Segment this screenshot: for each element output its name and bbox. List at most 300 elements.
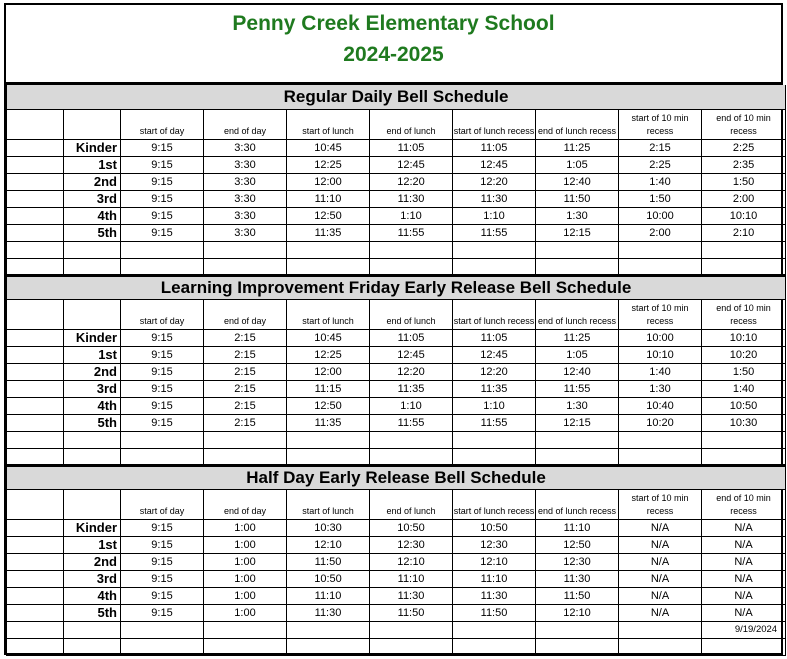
time-cell: 10:10 [702, 207, 786, 224]
empty-cell [619, 258, 702, 275]
empty-cell [287, 638, 370, 655]
time-cell: 11:05 [453, 329, 536, 346]
empty-cell [453, 638, 536, 655]
time-cell: N/A [619, 519, 702, 536]
time-cell: 10:50 [287, 570, 370, 587]
empty-cell [204, 638, 287, 655]
empty-cell [7, 519, 64, 536]
empty-cell [7, 380, 64, 397]
time-cell: 9:15 [121, 519, 204, 536]
empty-cell [64, 621, 121, 638]
section-title: Regular Daily Bell Schedule [7, 85, 786, 109]
time-cell: 11:55 [536, 380, 619, 397]
time-cell: N/A [702, 570, 786, 587]
table-row [7, 519, 786, 536]
time-cell: 2:25 [702, 139, 786, 156]
time-cell: 2:15 [204, 329, 287, 346]
time-cell: 1:10 [370, 207, 453, 224]
column-header: start of day [121, 109, 204, 139]
time-cell: 12:25 [287, 156, 370, 173]
time-cell: N/A [619, 587, 702, 604]
time-cell: 11:35 [370, 380, 453, 397]
column-header: end of lunch [370, 489, 453, 519]
time-cell: 12:10 [370, 553, 453, 570]
empty-cell [536, 621, 619, 638]
time-cell: 10:50 [453, 519, 536, 536]
time-cell: 12:45 [370, 346, 453, 363]
column-header: start of lunch recess [453, 489, 536, 519]
time-cell: 10:50 [702, 397, 786, 414]
time-cell: 11:50 [453, 604, 536, 621]
empty-cell [702, 638, 786, 655]
empty-cell [121, 621, 204, 638]
column-header: start of 10 min recess [619, 109, 702, 139]
empty-cell [453, 431, 536, 448]
time-cell: 12:15 [536, 414, 619, 431]
time-cell: 12:45 [370, 156, 453, 173]
empty-cell [7, 414, 64, 431]
time-cell: 10:10 [619, 346, 702, 363]
time-cell: N/A [619, 553, 702, 570]
grade-header-cell [64, 299, 121, 329]
table-row [7, 224, 786, 241]
time-cell: 12:40 [536, 363, 619, 380]
document-header [6, 5, 781, 85]
grade-label: 4th [64, 587, 121, 604]
time-cell: 12:00 [287, 363, 370, 380]
time-cell: 11:30 [370, 587, 453, 604]
section-title-row [7, 465, 786, 489]
time-cell: 2:15 [204, 397, 287, 414]
empty-cell [204, 241, 287, 258]
table-row [7, 190, 786, 207]
empty-cell [453, 258, 536, 275]
time-cell: 12:50 [287, 397, 370, 414]
time-cell: 3:30 [204, 224, 287, 241]
time-cell: 1:00 [204, 587, 287, 604]
time-cell: 10:10 [702, 329, 786, 346]
time-cell: 1:30 [536, 397, 619, 414]
empty-cell [7, 638, 64, 655]
time-cell: 11:50 [536, 190, 619, 207]
empty-cell [7, 173, 64, 190]
time-cell: N/A [702, 536, 786, 553]
empty-cell [121, 448, 204, 465]
blank-row [7, 448, 786, 465]
empty-cell [536, 258, 619, 275]
bell-schedule-table [6, 85, 786, 656]
time-cell: 2:00 [702, 190, 786, 207]
time-cell: 11:35 [287, 414, 370, 431]
time-cell: 1:50 [619, 190, 702, 207]
time-cell: 9:15 [121, 224, 204, 241]
empty-cell [7, 258, 64, 275]
time-cell: 9:15 [121, 329, 204, 346]
grade-label: 1st [64, 536, 121, 553]
empty-cell [7, 207, 64, 224]
empty-cell [287, 431, 370, 448]
time-cell: 1:40 [619, 363, 702, 380]
empty-cell [702, 241, 786, 258]
empty-cell [7, 621, 64, 638]
grade-label: 4th [64, 397, 121, 414]
empty-cell [619, 431, 702, 448]
table-row [7, 414, 786, 431]
time-cell: 12:50 [287, 207, 370, 224]
time-cell: 9:15 [121, 604, 204, 621]
time-cell: 9:15 [121, 346, 204, 363]
time-cell: 11:30 [453, 587, 536, 604]
time-cell: 11:55 [453, 414, 536, 431]
section-title: Learning Improvement Friday Early Release Bell Schedule [7, 275, 786, 299]
empty-cell [7, 224, 64, 241]
grade-label: 1st [64, 156, 121, 173]
empty-cell [370, 448, 453, 465]
table-row [7, 207, 786, 224]
grade-label: 5th [64, 224, 121, 241]
column-header-row [7, 299, 786, 329]
empty-cell [287, 241, 370, 258]
time-cell: 11:10 [287, 587, 370, 604]
empty-cell [7, 431, 64, 448]
time-cell: 10:00 [619, 329, 702, 346]
grade-header-cell [64, 489, 121, 519]
table-row [7, 553, 786, 570]
blank-row [7, 621, 786, 638]
empty-cell [7, 156, 64, 173]
time-cell: 1:50 [702, 363, 786, 380]
grade-label: 2nd [64, 173, 121, 190]
time-cell: 10:00 [619, 207, 702, 224]
time-cell: 12:45 [453, 346, 536, 363]
grade-label: 5th [64, 604, 121, 621]
empty-cell [536, 638, 619, 655]
time-cell: 11:05 [370, 329, 453, 346]
time-cell: N/A [702, 604, 786, 621]
time-cell: 1:00 [204, 604, 287, 621]
column-header-row [7, 489, 786, 519]
empty-cell [64, 258, 121, 275]
time-cell: 10:30 [287, 519, 370, 536]
column-header: end of lunch [370, 299, 453, 329]
empty-cell [7, 536, 64, 553]
empty-cell [370, 241, 453, 258]
time-cell: 1:00 [204, 570, 287, 587]
empty-cell [287, 621, 370, 638]
empty-cell [453, 448, 536, 465]
time-cell: 11:30 [370, 190, 453, 207]
time-cell: N/A [619, 604, 702, 621]
empty-cell [64, 638, 121, 655]
time-cell: 1:40 [702, 380, 786, 397]
empty-cell [536, 241, 619, 258]
time-cell: 1:40 [619, 173, 702, 190]
grade-label: 1st [64, 346, 121, 363]
empty-cell [7, 241, 64, 258]
table-row [7, 397, 786, 414]
grade-label: 4th [64, 207, 121, 224]
time-cell: 2:00 [619, 224, 702, 241]
empty-cell [64, 431, 121, 448]
empty-cell [204, 448, 287, 465]
time-cell: 11:10 [453, 570, 536, 587]
empty-cell [64, 448, 121, 465]
time-cell: 9:15 [121, 570, 204, 587]
time-cell: 9:15 [121, 380, 204, 397]
time-cell: 12:20 [370, 173, 453, 190]
empty-cell [619, 621, 702, 638]
grade-label: 2nd [64, 363, 121, 380]
time-cell: 12:00 [287, 173, 370, 190]
table-row [7, 604, 786, 621]
schedule-sheet [4, 3, 783, 655]
column-header: start of lunch [287, 109, 370, 139]
empty-cell [370, 638, 453, 655]
time-cell: 11:30 [536, 570, 619, 587]
time-cell: 11:55 [370, 224, 453, 241]
time-cell: 11:55 [453, 224, 536, 241]
empty-cell [536, 448, 619, 465]
empty-cell [536, 431, 619, 448]
column-header: end of lunch recess [536, 299, 619, 329]
time-cell: 12:20 [453, 173, 536, 190]
time-cell: 2:25 [619, 156, 702, 173]
column-header: end of 10 min recess [702, 109, 786, 139]
time-cell: 11:35 [453, 380, 536, 397]
empty-cell [287, 448, 370, 465]
table-row [7, 329, 786, 346]
time-cell: 12:10 [287, 536, 370, 553]
time-cell: 1:30 [619, 380, 702, 397]
time-cell: 11:50 [370, 604, 453, 621]
time-cell: 1:00 [204, 553, 287, 570]
table-row [7, 380, 786, 397]
time-cell: 9:15 [121, 156, 204, 173]
time-cell: 12:20 [453, 363, 536, 380]
time-cell: 1:00 [204, 536, 287, 553]
column-header: start of lunch recess [453, 109, 536, 139]
empty-cell [64, 241, 121, 258]
empty-cell [204, 258, 287, 275]
empty-cell [7, 489, 64, 519]
time-cell: 10:40 [619, 397, 702, 414]
time-cell: 2:35 [702, 156, 786, 173]
time-cell: 2:15 [204, 414, 287, 431]
empty-cell [7, 604, 64, 621]
empty-cell [7, 299, 64, 329]
time-cell: 11:25 [536, 139, 619, 156]
time-cell: 10:50 [370, 519, 453, 536]
time-cell: 1:10 [453, 207, 536, 224]
empty-cell [121, 431, 204, 448]
time-cell: 2:15 [204, 346, 287, 363]
section-title: Half Day Early Release Bell Schedule [7, 465, 786, 489]
time-cell: 12:40 [536, 173, 619, 190]
time-cell: 9:15 [121, 190, 204, 207]
section-title-row [7, 85, 786, 109]
table-row [7, 363, 786, 380]
time-cell: 11:10 [287, 190, 370, 207]
time-cell: 9:15 [121, 397, 204, 414]
time-cell: 1:05 [536, 156, 619, 173]
empty-cell [7, 397, 64, 414]
time-cell: 11:35 [287, 224, 370, 241]
time-cell: 11:50 [287, 553, 370, 570]
time-cell: 3:30 [204, 156, 287, 173]
section-title-row [7, 275, 786, 299]
column-header: end of lunch recess [536, 109, 619, 139]
column-header: start of day [121, 299, 204, 329]
time-cell: 10:45 [287, 139, 370, 156]
empty-cell [7, 570, 64, 587]
time-cell: N/A [619, 536, 702, 553]
time-cell: 1:10 [453, 397, 536, 414]
column-header: start of 10 min recess [619, 489, 702, 519]
time-cell: 9:15 [121, 207, 204, 224]
time-cell: N/A [702, 587, 786, 604]
empty-cell [370, 431, 453, 448]
column-header: end of lunch [370, 109, 453, 139]
empty-cell [370, 258, 453, 275]
time-cell: 12:50 [536, 536, 619, 553]
time-cell: 12:20 [370, 363, 453, 380]
empty-cell [702, 448, 786, 465]
time-cell: 1:05 [536, 346, 619, 363]
time-cell: 11:50 [536, 587, 619, 604]
time-cell: 12:15 [536, 224, 619, 241]
time-cell: 11:10 [536, 519, 619, 536]
grade-label: 3rd [64, 570, 121, 587]
time-cell: 1:30 [536, 207, 619, 224]
empty-cell [619, 638, 702, 655]
column-header: end of day [204, 299, 287, 329]
grade-label: 2nd [64, 553, 121, 570]
table-row [7, 536, 786, 553]
column-header: end of lunch recess [536, 489, 619, 519]
empty-cell [7, 363, 64, 380]
empty-cell [453, 621, 536, 638]
blank-row [7, 638, 786, 655]
empty-cell [619, 241, 702, 258]
time-cell: 11:55 [370, 414, 453, 431]
column-header: start of lunch [287, 489, 370, 519]
time-cell: 11:25 [536, 329, 619, 346]
empty-cell [7, 553, 64, 570]
time-cell: 11:30 [453, 190, 536, 207]
time-cell: 10:45 [287, 329, 370, 346]
time-cell: 12:45 [453, 156, 536, 173]
time-cell: 12:30 [370, 536, 453, 553]
empty-cell [619, 448, 702, 465]
time-cell: N/A [619, 570, 702, 587]
empty-cell [702, 431, 786, 448]
time-cell: 11:05 [453, 139, 536, 156]
time-cell: 11:15 [287, 380, 370, 397]
time-cell: N/A [702, 553, 786, 570]
time-cell: 9:15 [121, 414, 204, 431]
empty-cell [370, 621, 453, 638]
empty-cell [7, 587, 64, 604]
blank-row [7, 431, 786, 448]
column-header: end of 10 min recess [702, 299, 786, 329]
time-cell: 10:20 [702, 346, 786, 363]
grade-label: 3rd [64, 190, 121, 207]
table-row [7, 156, 786, 173]
grade-label: Kinder [64, 139, 121, 156]
time-cell: 9:15 [121, 139, 204, 156]
column-header: start of lunch recess [453, 299, 536, 329]
empty-cell [7, 346, 64, 363]
time-cell: 2:15 [204, 363, 287, 380]
empty-cell [7, 139, 64, 156]
time-cell: 11:30 [287, 604, 370, 621]
column-header-row [7, 109, 786, 139]
table-row [7, 346, 786, 363]
time-cell: 12:30 [536, 553, 619, 570]
column-header: start of lunch [287, 299, 370, 329]
time-cell: 9:15 [121, 587, 204, 604]
time-cell: 10:20 [619, 414, 702, 431]
empty-cell [121, 638, 204, 655]
time-cell: 10:30 [702, 414, 786, 431]
time-cell: 9:15 [121, 536, 204, 553]
column-header: start of 10 min recess [619, 299, 702, 329]
grade-header-cell [64, 109, 121, 139]
blank-row [7, 258, 786, 275]
school-year: 2024-2025 [343, 43, 444, 66]
school-name: Penny Creek Elementary School [232, 12, 555, 35]
grade-label: Kinder [64, 329, 121, 346]
time-cell: 12:30 [453, 536, 536, 553]
time-cell: 3:30 [204, 207, 287, 224]
time-cell: 9:15 [121, 363, 204, 380]
table-row [7, 570, 786, 587]
time-cell: 12:10 [536, 604, 619, 621]
empty-cell [121, 241, 204, 258]
time-cell: 1:10 [370, 397, 453, 414]
column-header: end of 10 min recess [702, 489, 786, 519]
table-row [7, 139, 786, 156]
time-cell: N/A [702, 519, 786, 536]
time-cell: 12:25 [287, 346, 370, 363]
time-cell: 9:15 [121, 173, 204, 190]
empty-cell [702, 258, 786, 275]
empty-cell [204, 431, 287, 448]
column-header: end of day [204, 489, 287, 519]
grade-label: 3rd [64, 380, 121, 397]
time-cell: 2:10 [702, 224, 786, 241]
empty-cell [121, 258, 204, 275]
column-header: start of day [121, 489, 204, 519]
table-row [7, 173, 786, 190]
blank-row [7, 241, 786, 258]
date-stamp: 9/19/2024 [702, 621, 786, 638]
time-cell: 3:30 [204, 190, 287, 207]
empty-cell [7, 190, 64, 207]
time-cell: 1:50 [702, 173, 786, 190]
empty-cell [453, 241, 536, 258]
empty-cell [7, 109, 64, 139]
empty-cell [7, 329, 64, 346]
time-cell: 11:05 [370, 139, 453, 156]
empty-cell [287, 258, 370, 275]
time-cell: 11:10 [370, 570, 453, 587]
time-cell: 2:15 [204, 380, 287, 397]
empty-cell [7, 448, 64, 465]
time-cell: 2:15 [619, 139, 702, 156]
column-header: end of day [204, 109, 287, 139]
time-cell: 3:30 [204, 173, 287, 190]
